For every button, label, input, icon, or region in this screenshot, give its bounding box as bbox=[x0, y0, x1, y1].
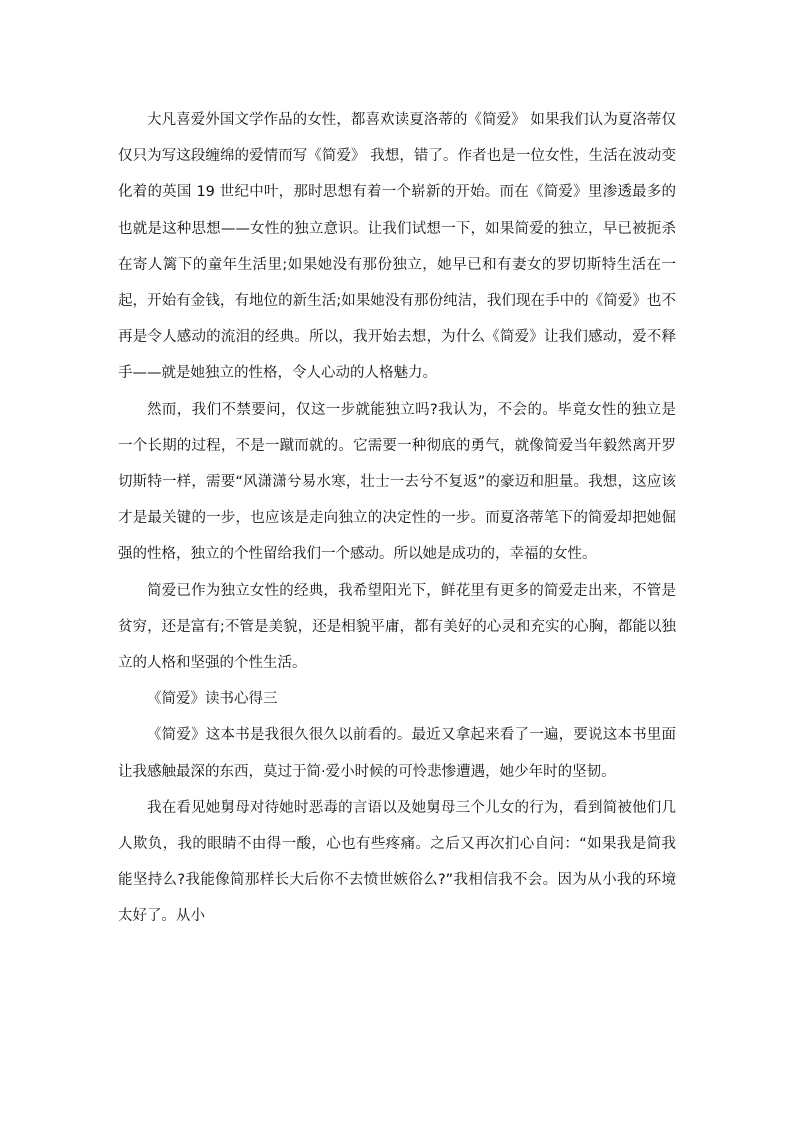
section-heading: 《简爱》读书心得三 bbox=[147, 691, 278, 708]
paragraph-2: 然而，我们不禁要问，仅这一步就能独立吗?我认为，不会的。毕竟女性的独立是一个长期的过程，不是一蹴而就的。它需要一种彻底的勇气，就像简爱当年毅然离开罗切斯特一样，需要“风潇潇兮易水寒，壮士一去兮不复返”的豪迈和胆量。我想，这应该才是最关键的一步，也应该是走向独立的决定性的一步。而夏洛蒂笔下的简爱却把她倔强的性格，独立的个性留给我们一个感动。所以她是成功的，幸福的女性。 bbox=[118, 401, 676, 563]
paragraph-5: 我在看见她舅母对待她时恶毒的言语以及她舅母三个儿女的行为，看到简被他们几人欺负，我的眼睛不由得一酸，心也有些疼痛。之后又再次扪心自问：“如果我是简我能坚持么?我能像简那样长大后你不去愤世嫉俗么?”我相信我不会。因为从小我的环境太好了。从小 bbox=[118, 799, 676, 925]
document-body bbox=[118, 102, 676, 935]
paragraph-3: 简爱已作为独立女性的经典，我希望阳光下，鲜花里有更多的简爱走出来，不管是贫穷，还是富有;不管是美貌，还是相貌平庸，都有美好的心灵和充实的心胸，都能以独立的人格和坚强的个性生活。 bbox=[118, 582, 676, 672]
paragraph-1: 大凡喜爱外国文学作品的女性，都喜欢读夏洛蒂的《简爱》 如果我们认为夏洛蒂仅仅只为写这段缠绵的爱情而写《简爱》 我想，错了。作者也是一位女性，生活在波动变化着的英国 19 世纪中叶，那时思想有着一个崭新的开始。而在《简爱》里渗透最多的也就是这种思想——女性的独立意识。让我们试想一下，如果简爱的独立，早已被扼杀在寄人篱下的童年生活里;如果她没有那份独立，她早已和有妻女的罗切斯特生活在一起，开始有金钱，有地位的新生活;如果她没有那份纯洁，我们现在手中的《简爱》也不再是令人感动的流泪的经典。所以，我开始去想，为什么《简爱》让我们感动，爱不释手——就是她独立的性格，令人心动的人格魅力。 bbox=[118, 112, 676, 382]
paragraph-4: 《简爱》这本书是我很久很久以前看的。最近又拿起来看了一遍，要说这本书里面让我感触最深的东西，莫过于简·爱小时候的可怜悲惨遭遇，她少年时的坚韧。 bbox=[118, 727, 676, 780]
